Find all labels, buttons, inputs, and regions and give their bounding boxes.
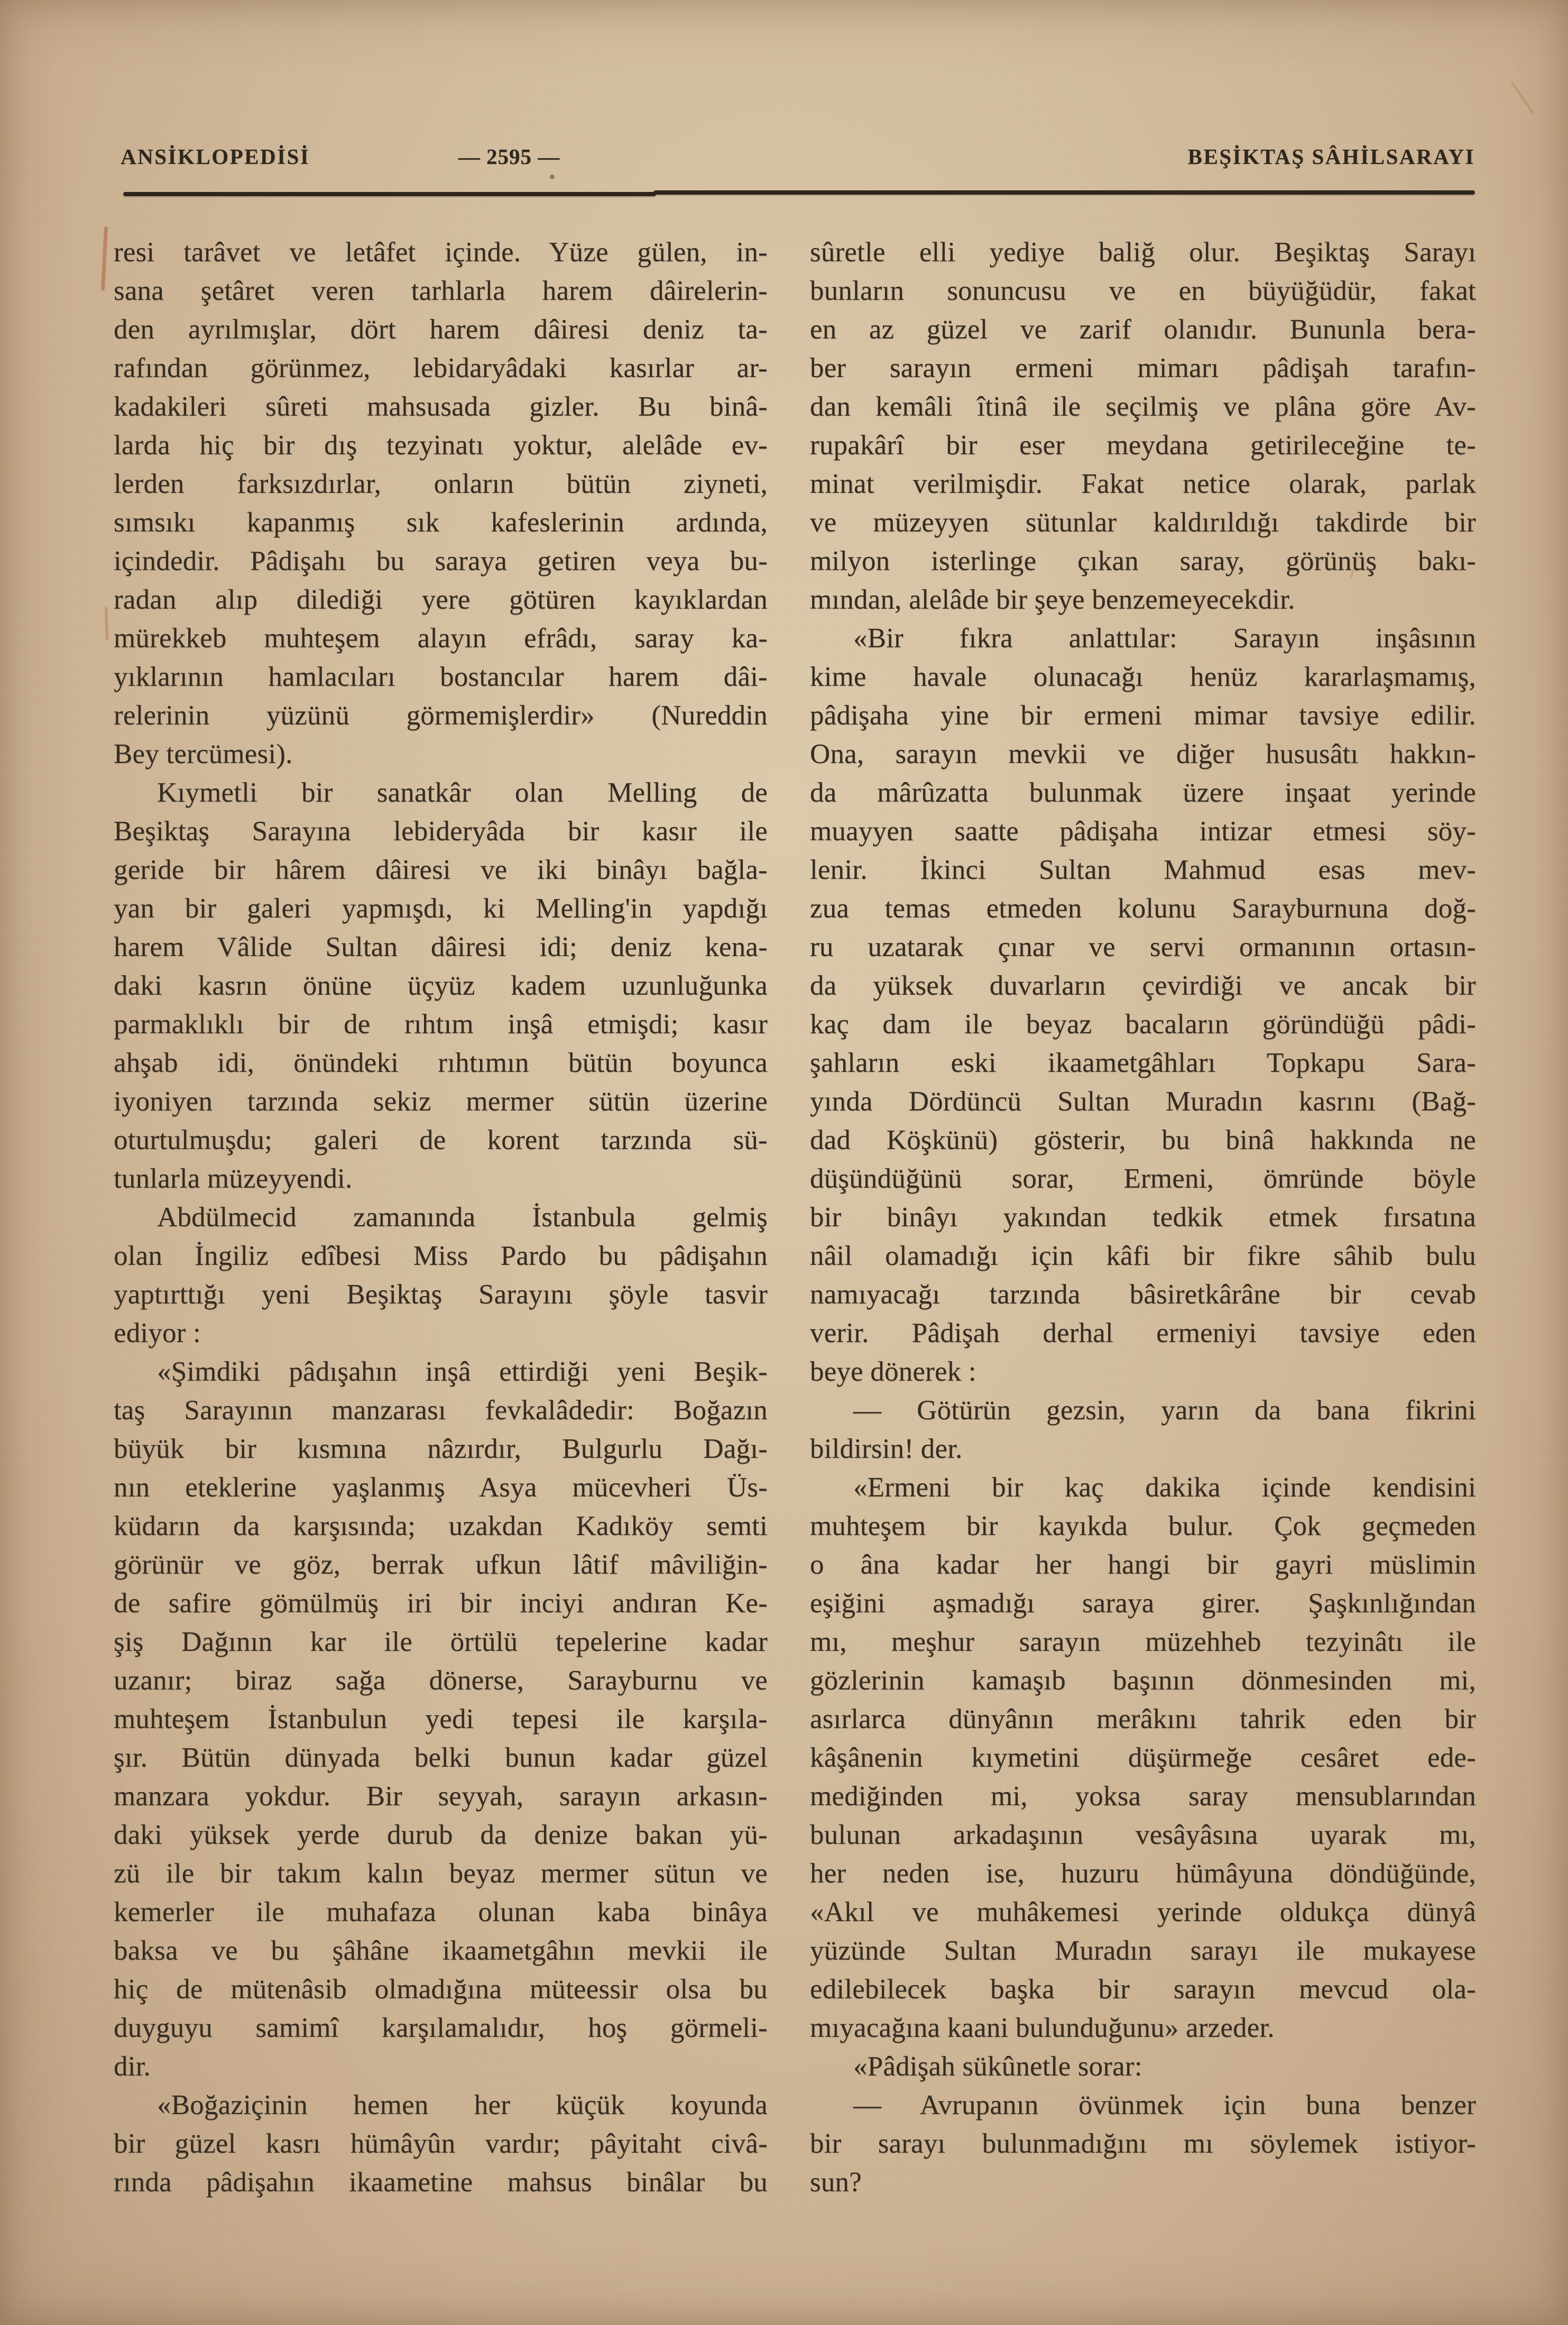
text-line: görünür ve göz, berrak ufkun lâtif mâviliğin-	[114, 1549, 768, 1580]
text-line: «Şimdiki pâdışahın inşâ ettirdiği yeni Beşik-	[157, 1356, 768, 1387]
text-line: baksa ve bu şâhâne ikaametgâhın mevkii ile	[114, 1935, 768, 1966]
text-line: şiş Dağının kar ile örtülü tepelerine kadar	[114, 1626, 768, 1657]
text-line: Kıymetli bir sanatkâr olan Melling de	[157, 777, 768, 808]
encyclopedia-title: ANSİKLOPEDİSİ	[121, 144, 310, 169]
text-line: her neden ise, huzuru hümâyuna döndüğünde,	[810, 1858, 1476, 1889]
text-line: «Ermeni bir kaç dakika içinde kendisini	[853, 1472, 1476, 1503]
paragraph	[114, 2086, 768, 2202]
text-line: relerinin yüzünü görmemişlerdir» (Nureddin	[114, 700, 768, 731]
text-line: «Pâdişah sükûnetle sorar:	[853, 2051, 1142, 2082]
text-line: büyük bir kısmına nâzırdır, Bulgurlu Dağı-	[114, 1433, 768, 1464]
paragraph	[810, 2086, 1476, 2202]
text-line: sımsıkı kapanmış sık kafeslerinin ardında,	[114, 507, 768, 538]
text-line: Abdülmecid zamanında İstanbula gelmiş	[157, 1202, 768, 1233]
text-line: şır. Bütün dünyada belki bunun kadar güzel	[114, 1742, 768, 1773]
text-line: rafından görünmez, lebidaryâdaki kasırlar ar-	[114, 353, 768, 383]
text-line: olan İngiliz edîbesi Miss Pardo bu pâdişahın	[114, 1240, 768, 1271]
text-line: eşiğini aşmadığı saraya girer. Şaşkınlığından	[810, 1588, 1476, 1619]
text-line: o âna kadar her hangi bir gayri müslimin	[810, 1549, 1476, 1580]
text-line: yında Dördüncü Sultan Muradın kasrını (Bağ-	[810, 1086, 1476, 1117]
text-line: muhteşem İstanbulun yedi tepesi ile karşıla-	[114, 1704, 768, 1734]
text-line: kaç dam ile beyaz bacaların göründüğü pâdi-	[810, 1009, 1476, 1040]
page-number: — 2595 —	[458, 144, 560, 169]
text-line: bulunan arkadaşının vesâyâsına uyarak mı,	[810, 1819, 1476, 1850]
text-line: küdarın da karşısında; uzakdan Kadıköy semti	[114, 1511, 768, 1541]
text-line: nâil olamadığı için kâfi bir fikre sâhib bulu	[810, 1240, 1476, 1271]
text-line: Bey tercümesi).	[114, 739, 293, 769]
text-line: bir sarayı bulunmadığını mı söylemek istiyor-	[810, 2128, 1476, 2159]
paragraph	[810, 1391, 1476, 1468]
text-line: mediğinden mi, yoksa saray mensublarından	[810, 1781, 1476, 1812]
text-line: duyguyu samimî karşılamalıdır, hoş görmeli-	[114, 2012, 768, 2043]
text-line: uzanır; biraz sağa dönerse, Sarayburnu ve	[114, 1665, 768, 1696]
text-line: — Avrupanın övünmek için buna benzer	[853, 2090, 1476, 2120]
text-line: en az güzel ve zarif olanıdır. Bununla bera-	[810, 314, 1476, 345]
text-line: rında pâdişahın ikaametine mahsus binâlar bu	[114, 2167, 768, 2198]
text-line: mı, meşhur sarayın müzehheb tezyinâtı ile	[810, 1626, 1476, 1657]
text-line: mından, alelâde bir şeye benzemeyecekdir.	[810, 584, 1295, 615]
text-line: kime havale olunacağı henüz kararlaşmamış,	[810, 661, 1476, 692]
text-line: «Boğaziçinin hemen her küçük koyunda	[157, 2090, 768, 2120]
text-line: içindedir. Pâdişahı bu saraya getiren veya bu-	[114, 546, 768, 576]
text-line: lerden farksızdırlar, onların bütün ziyneti,	[114, 468, 768, 499]
text-line: muhteşem bir kayıkda bulur. Çok geçmeden	[810, 1511, 1476, 1541]
text-line: lenir. İkinci Sultan Mahmud esas mev-	[810, 854, 1476, 885]
text-line: dad Köşkünü) gösterir, bu binâ hakkında ne	[810, 1125, 1476, 1155]
text-line: sûretle elli yediye baliğ olur. Beşiktaş Sarayı	[810, 237, 1476, 268]
text-line: ber sarayın ermeni mimarı pâdişah tarafın-	[810, 353, 1476, 383]
text-line: daki kasrın önüne üçyüz kadem uzunluğunka	[114, 970, 768, 1001]
article-title: BEŞİKTAŞ SÂHİLSARAYI	[1187, 144, 1475, 169]
text-line: hiç de mütenâsib olmadığına müteessir olsa bu	[114, 1974, 768, 2005]
text-line: ru uzatarak çınar ve servi ormanının ortasın-	[810, 932, 1476, 962]
text-line: zü ile bir takım kalın beyaz mermer sütun ve	[114, 1858, 768, 1889]
text-line: yaptırttığı yeni Beşiktaş Sarayını şöyle tasvir	[114, 1279, 768, 1310]
text-line: «Akıl ve muhâkemesi yerinde oldukça dünyâ	[810, 1897, 1476, 1927]
paragraph	[114, 1353, 768, 2086]
text-line: resi tarâvet ve letâfet içinde. Yüze gülen, in-	[114, 237, 768, 268]
text-line: mıyacağına kaani bulunduğunu» arzeder.	[810, 2012, 1275, 2043]
text-line: pâdişaha yine bir ermeni mimar tavsiye edilir.	[810, 700, 1476, 731]
text-line: milyon isterlinge çıkan saray, görünüş bakı-	[810, 546, 1476, 576]
text-line: ahşab idi, önündeki rıhtımın bütün boyunca	[114, 1047, 768, 1078]
text-line: yan bir galeri yapmışdı, ki Melling'in yapdığı	[114, 893, 768, 924]
paragraph	[114, 774, 768, 1198]
text-line: bir binâyı yakından tedkik etmek fırsatına	[810, 1202, 1476, 1233]
text-line: — Götürün gezsin, yarın da bana fikrini	[853, 1395, 1476, 1426]
text-line: sun?	[810, 2167, 862, 2198]
paragraph	[810, 619, 1476, 1391]
text-line: kemerler ile muhafaza olunan kaba binâya	[114, 1897, 768, 1927]
text-column-left	[114, 233, 768, 2202]
text-line: bir güzel kasrı hümâyûn vardır; pâyitaht civâ-	[114, 2128, 768, 2159]
scan-blemish	[1510, 81, 1535, 115]
text-line: «Bir fıkra anlattılar: Sarayın inşâsının	[853, 623, 1476, 654]
text-line: da mârûzatta bulunmak üzere inşaat yerinde	[810, 777, 1476, 808]
header-rule-right-segment	[653, 190, 1475, 195]
ink-speck	[550, 174, 555, 179]
text-line: kadakileri sûreti mahsusada gizler. Bu binâ-	[114, 391, 768, 422]
text-line: gözlerinin kamaşıb başının dönmesinden mi,	[810, 1665, 1476, 1696]
header-rule-left-segment	[123, 192, 656, 196]
text-line: nın eteklerine yaşlanmış Asya mücevheri Üs-	[114, 1472, 768, 1503]
paragraph	[114, 233, 768, 774]
text-line: taş Sarayının manzarası fevkalâdedir: Boğazın	[114, 1395, 768, 1426]
text-line: bunların sonuncusu ve en büyüğüdür, fakat	[810, 275, 1476, 306]
text-line: dan kemâli îtinâ ile seçilmiş ve plâna göre Av-	[810, 391, 1476, 422]
text-line: şahların eski ikaametgâhları Topkapu Sara-	[810, 1047, 1476, 1078]
text-line: Ona, sarayın mevkii ve diğer hususâtı hakkın-	[810, 739, 1476, 769]
text-line: mürekkeb muhteşem alayın efrâdı, saray ka-	[114, 623, 768, 654]
text-line: bildirsin! der.	[810, 1433, 963, 1464]
text-line: düşündüğünü sorar, Ermeni, ömründe böyle	[810, 1163, 1476, 1194]
text-line: oturtulmuşdu; galeri de korent tarzında sü-	[114, 1125, 768, 1155]
text-line: geride bir hârem dâiresi ve iki binâyı bağla-	[114, 854, 768, 885]
text-line: asırlarca dünyânın merâkını tahrik eden bir	[810, 1704, 1476, 1734]
text-line: yıklarının hamlacıları bostancılar harem dâi-	[114, 661, 768, 692]
text-line: beye dönerek :	[810, 1356, 976, 1387]
text-line: den ayrılmışlar, dört harem dâiresi deniz ta-	[114, 314, 768, 345]
text-line: tunlarla müzeyyendi.	[114, 1163, 353, 1194]
text-line: edilebilecek başka bir sarayın mevcud ola-	[810, 1974, 1476, 2005]
text-line: dir.	[114, 2051, 151, 2082]
text-line: parmaklıklı bir de rıhtım inşâ etmişdi; kasır	[114, 1009, 768, 1040]
text-line: sana şetâret veren tarhlarla harem dâirelerin-	[114, 275, 768, 306]
text-line: rupakârî bir eser meydana getirileceğine te-	[810, 430, 1476, 461]
text-line: da yüksek duvarların çevirdiği ve ancak bir	[810, 970, 1476, 1001]
text-line: namıyacağı tarzında bâsiretkârâne bir cevab	[810, 1279, 1476, 1310]
scan-blemish	[105, 607, 108, 640]
scan-blemish	[101, 226, 108, 291]
text-line: verir. Pâdişah derhal ermeniyi tavsiye eden	[810, 1318, 1476, 1348]
text-line: manzara yokdur. Bir seyyah, sarayın arkasın-	[114, 1781, 768, 1812]
text-line: larda hiç bir dış tezyinatı yoktur, alelâde ev-	[114, 430, 768, 461]
paragraph	[810, 233, 1476, 619]
text-line: ve müzeyyen sütunlar kaldırıldığı takdirde bir	[810, 507, 1476, 538]
text-line: Beşiktaş Sarayına lebideryâda bir kasır ile	[114, 816, 768, 847]
text-column-right	[810, 233, 1476, 2202]
paragraph	[810, 2047, 1476, 2086]
paragraph	[114, 1198, 768, 1353]
text-line: minat verilmişdir. Fakat netice olarak, parlak	[810, 468, 1476, 499]
text-line: kâşânenin kıymetini düşürmeğe cesâret ede-	[810, 1742, 1476, 1773]
text-line: ediyor :	[114, 1318, 201, 1348]
text-line: radan alıp dilediği yere götüren kayıklardan	[114, 584, 768, 615]
text-line: harem Vâlide Sultan dâiresi idi; deniz kena-	[114, 932, 768, 962]
text-line: iyoniyen tarzında sekiz mermer sütün üzerine	[114, 1086, 768, 1117]
text-line: de safire gömülmüş iri bir inciyi andıran Ke-	[114, 1588, 768, 1619]
text-line: muayyen saatte pâdişaha intizar etmesi söy-	[810, 816, 1476, 847]
text-line: yüzünde Sultan Muradın sarayı ile mukayese	[810, 1935, 1476, 1966]
paragraph	[810, 1468, 1476, 2047]
text-line: daki yüksek yerde durub da denize bakan yü-	[114, 1819, 768, 1850]
text-line: zua temas etmeden kolunu Sarayburnuna doğ-	[810, 893, 1476, 924]
